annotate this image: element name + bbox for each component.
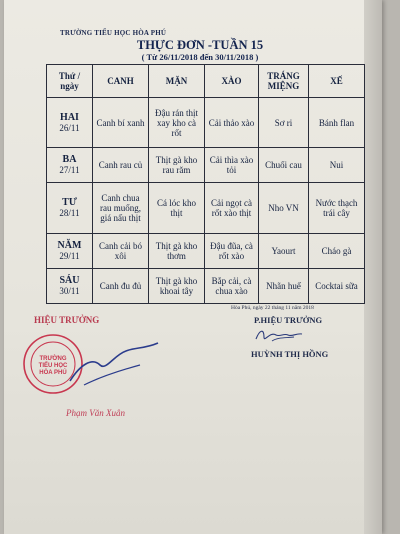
header-canh: CANH (93, 65, 149, 98)
day-date: 27/11 (59, 165, 80, 176)
table-row (47, 98, 365, 148)
header-trang-mieng: TRÁNG MIỆNG (259, 65, 309, 98)
day-name: HAI (60, 111, 79, 123)
day-name: SÁU (59, 274, 80, 286)
xe-cell: Bánh flan (309, 98, 365, 148)
day-date: 29/11 (59, 250, 80, 261)
day-date: 30/11 (59, 285, 80, 296)
man-cell: Thịt gà kho khoai tây (149, 268, 205, 303)
trang-mieng-cell: Sơ ri (259, 98, 309, 148)
principal-name: Phạm Văn Xuân (66, 408, 125, 418)
xao-cell: Cải thìa xào tỏi (205, 148, 259, 183)
table-row (47, 233, 365, 268)
xe-cell: Cocktai sữa (309, 268, 365, 303)
school-name: TRƯỜNG TIỂU HỌC HÒA PHÚ (60, 29, 167, 37)
day-cell (47, 98, 93, 148)
canh-cell: Canh bí xanh (93, 98, 149, 148)
xao-cell: Cải ngọt cà rốt xào thịt (205, 183, 259, 233)
place-date: Hòa Phú, ngày 22 tháng 11 năm 2018 (231, 305, 314, 311)
document-title: THỰC ĐƠN -TUẦN 15 (136, 38, 264, 52)
menu-table (46, 64, 365, 304)
xe-cell: Nước thạch trái cây (309, 183, 365, 233)
canh-cell: Canh rau củ (93, 148, 149, 183)
canh-cell: Canh chua rau muống, giá nấu thịt (93, 183, 149, 233)
day-name: NĂM (57, 239, 82, 251)
day-cell (47, 268, 93, 303)
xe-cell: Nui (309, 148, 365, 183)
man-cell: Đậu rán thịt xay kho cà rốt (149, 98, 205, 148)
principal-title: HIỆU TRƯỞNG (34, 315, 100, 325)
day-cell (47, 183, 93, 233)
man-cell: Cá lóc kho thịt (149, 183, 205, 233)
xe-cell: Cháo gà (309, 233, 365, 268)
xao-cell: Bắp cải, cà chua xào (205, 268, 259, 303)
document-subtitle: ( Từ 26/11/2018 đến 30/11/2018 ) (141, 52, 259, 62)
table-row (47, 148, 365, 183)
xao-cell: Cải thảo xào (205, 98, 259, 148)
trang-mieng-cell: Chuối cau (259, 148, 309, 183)
trang-mieng-cell: Nhãn huế (259, 268, 309, 303)
header-xao: XÀO (205, 65, 259, 98)
table-row (47, 268, 365, 303)
table-header-row (47, 65, 365, 98)
vice-principal-name: HUỲNH THỊ HỒNG (251, 349, 329, 359)
canh-cell: Canh cải bó xôi (93, 233, 149, 268)
xao-cell: Đậu đũa, cà rốt xào (205, 233, 259, 268)
header-day: Thứ / ngày (47, 65, 93, 98)
man-cell: Thịt gà kho rau răm (149, 148, 205, 183)
paper-edge (364, 0, 382, 534)
table-row (47, 183, 365, 233)
canh-cell: Canh đu đủ (93, 268, 149, 303)
day-name: TƯ (62, 197, 77, 209)
principal-signature-icon (40, 335, 170, 395)
header-man: MẶN (149, 65, 205, 98)
day-date: 26/11 (59, 122, 80, 133)
day-cell (47, 148, 93, 183)
svg-text:TRƯỜNG: TRƯỜNG (39, 356, 67, 362)
day-date: 28/11 (59, 208, 80, 219)
day-cell (47, 233, 93, 268)
svg-text:HÒA PHÚ: HÒA PHÚ (39, 370, 67, 376)
trang-mieng-cell: Nho VN (259, 183, 309, 233)
vice-principal-signature-icon (250, 323, 310, 349)
day-name: BA (62, 154, 77, 166)
trang-mieng-cell: Yaourt (259, 233, 309, 268)
man-cell: Thịt gà kho thơm (149, 233, 205, 268)
svg-text:TIỂU HỌC: TIỂU HỌC (38, 363, 68, 369)
vice-principal-title: P.HIỆU TRƯỞNG (254, 315, 323, 325)
header-xe: XẾ (309, 65, 365, 98)
